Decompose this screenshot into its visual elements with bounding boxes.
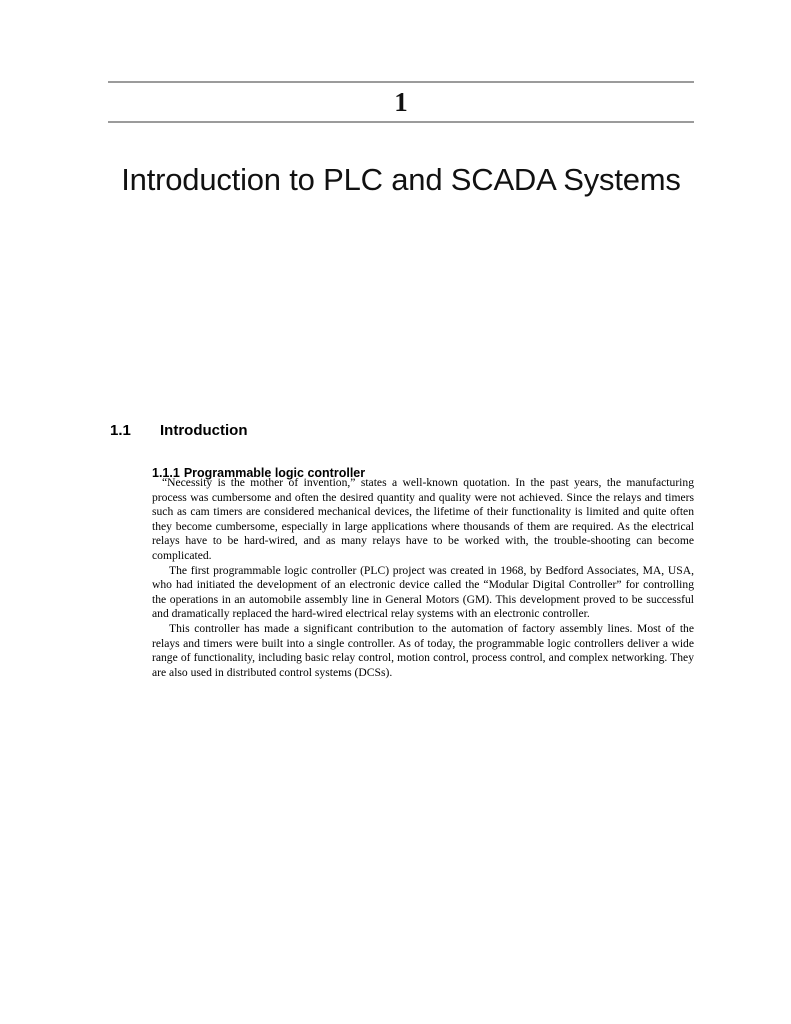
section-heading	[110, 421, 694, 441]
paragraph: This controller has made a significant contribution to the automation of factory assembly lines. Most of the relays and timers were built into a single controller. As of today, the programmable logic controllers deliver a wide range of functionality, including basic relay control, motion control, process control, and complex networking. They are also used in distributed control systems (DCSs).	[152, 621, 694, 679]
body-text-block	[152, 476, 694, 680]
chapter-rule-bottom	[108, 121, 694, 123]
chapter-header-block	[108, 81, 694, 123]
section-number: 1.1	[110, 422, 131, 440]
chapter-number: 1	[394, 87, 408, 117]
section-title: Introduction	[160, 422, 248, 440]
paragraph: “Necessity is the mother of invention,” states a well-known quotation. In the past years, the manufacturing process was cumbersome and often the desired quantity and quality were not achieved. Since the relays and timers such as cam timers are considered mechanical devices, the lifetime of their functionality is limited and quite often they become cumbersome, especially in large applications where thousands of them are required. As the electrical relays have to be hard-wired, and as many relays have to be worked with, the trouble-shooting can become complicated.	[152, 476, 694, 562]
subsection-title: Programmable logic controller	[183, 465, 366, 480]
paragraph: The first programmable logic controller (PLC) project was created in 1968, by Bedford Associates, MA, USA, who had initiated the development of an electronic device called the “Modular Digital Controller” for controlling the operations in an automobile assembly line in General Motors (GM). This development proved to be successful and dramatically replaced the hard-wired electrical relay systems with an electronic controller.	[152, 563, 694, 621]
chapter-title: Introduction to PLC and SCADA Systems	[121, 161, 681, 197]
subsection-number: 1.1.1	[152, 465, 180, 480]
